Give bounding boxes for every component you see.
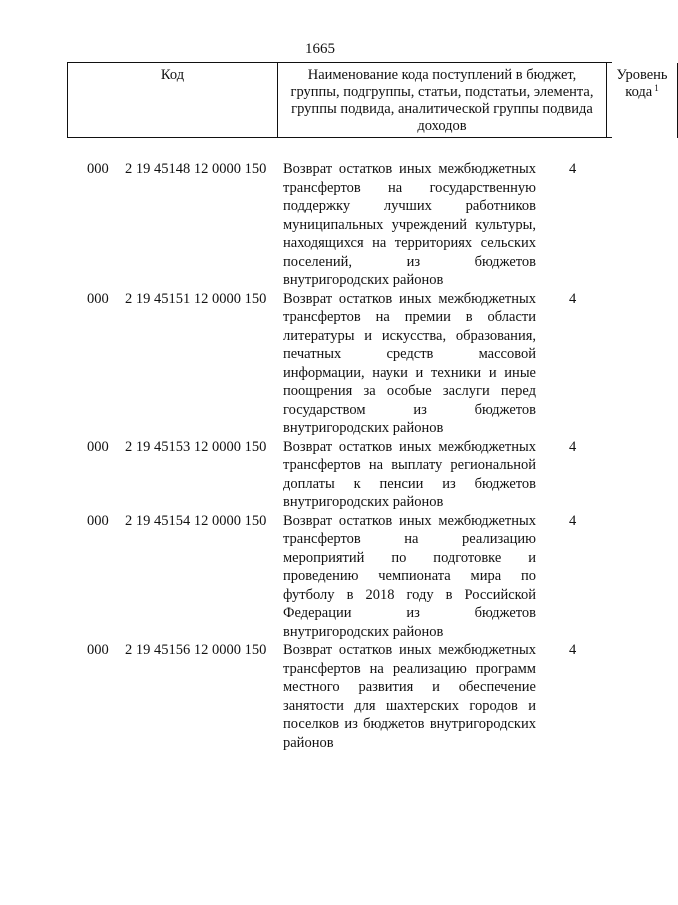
row-level: 4 xyxy=(569,290,577,307)
table-row xyxy=(0,160,640,290)
row-level: 4 xyxy=(569,512,577,529)
row-level: 4 xyxy=(569,161,577,177)
row-code: 2 19 45151 12 0000 150 xyxy=(125,290,267,307)
table-row xyxy=(0,512,640,642)
row-name: Возврат остатков иных межбюджетных трансфертов на реализацию программ местного развития и обеспечение занятости для шахтерских городов и поселков из бюджетов внутригородских районов xyxy=(283,642,536,751)
page-number: 1665 xyxy=(305,41,335,57)
table-row xyxy=(0,438,640,512)
row-admin-code: 000 xyxy=(87,512,109,529)
header-level-footnote: 1 xyxy=(654,83,659,93)
row-code: 2 19 45154 12 0000 150 xyxy=(125,512,267,529)
row-code: 2 19 45156 12 0000 150 xyxy=(125,642,267,658)
row-name: Возврат остатков иных межбюджетных трансфертов на премии в области литературы и искусства, образования, печатных средств массовой информации, науки и техники и иные поощрения за особые заслуги перед государством из бюджетов внутригородских районов xyxy=(283,290,536,436)
row-code: 2 19 45153 12 0000 150 xyxy=(125,438,267,455)
header-level-label: Уровень кода xyxy=(616,67,668,100)
header-name: Наименование кода поступлений в бюджет, группы, подгруппы, статьи, подстатьи, элемента, группы подвида, аналитической группы подвида доходов xyxy=(277,63,607,138)
row-level: 4 xyxy=(569,642,577,658)
row-code: 2 19 45148 12 0000 150 xyxy=(125,161,267,177)
table-body xyxy=(0,160,640,752)
row-name: Возврат остатков иных межбюджетных трансфертов на реализацию мероприятий по подготовке и проведению чемпионата мира по футболу в 2018 году в Российской Федерации из бюджетов внутригородских районов xyxy=(283,512,536,640)
row-level: 4 xyxy=(569,438,577,455)
row-admin-code: 000 xyxy=(87,290,109,307)
row-admin-code: 000 xyxy=(87,161,109,177)
row-admin-code: 000 xyxy=(87,642,109,658)
table-row xyxy=(0,641,640,752)
row-admin-code: 000 xyxy=(87,438,109,455)
header-code: Код xyxy=(67,63,277,138)
table-header xyxy=(67,62,668,138)
header-level xyxy=(607,63,678,138)
table-row xyxy=(0,290,640,438)
row-name: Возврат остатков иных межбюджетных трансфертов на выплату региональной доплаты к пенсии из бюджетов внутригородских районов xyxy=(283,438,536,510)
row-name: Возврат остатков иных межбюджетных трансфертов на государственную поддержку лучших работников муниципальных учреждений культуры, находящихся на территориях сельских поселений, из бюджетов внутригородских районов xyxy=(283,161,536,288)
